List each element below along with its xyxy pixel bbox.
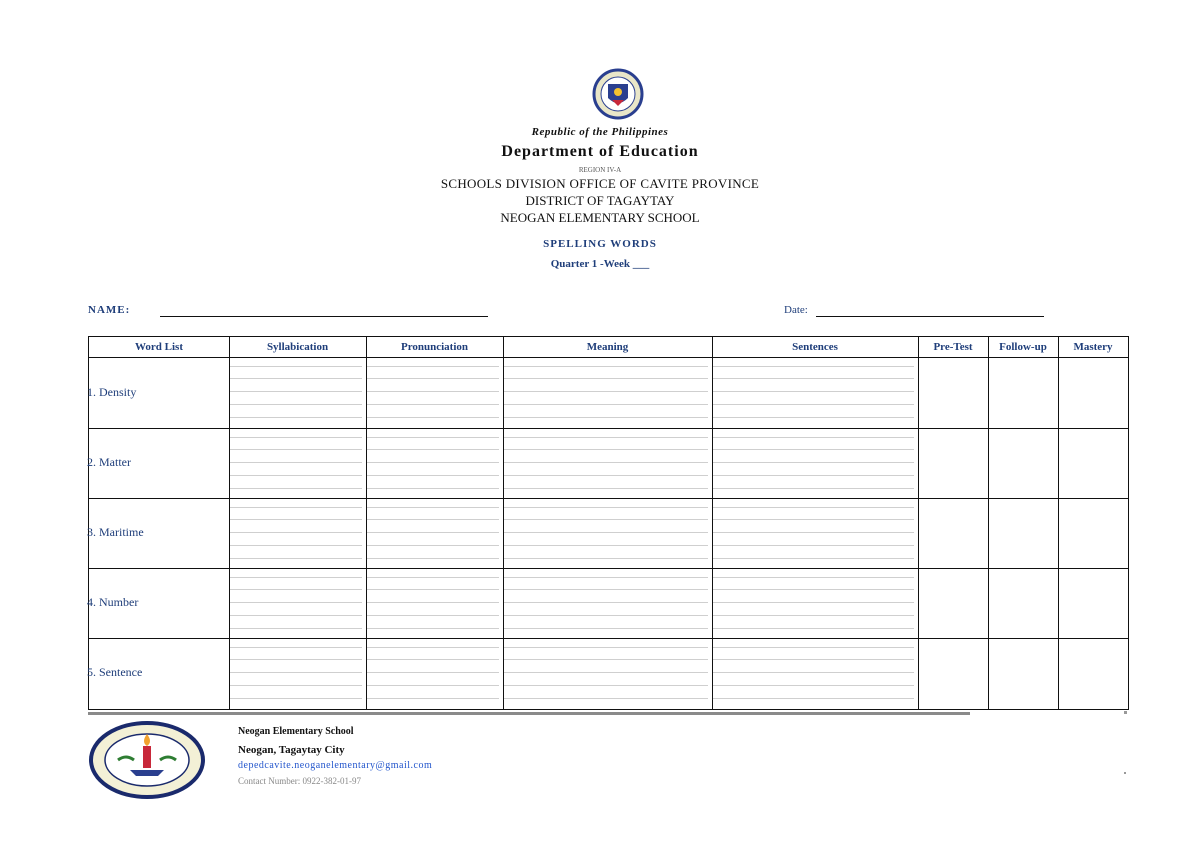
writing-guide-line [504, 628, 708, 629]
word-list-item: 3. Maritime [87, 525, 144, 539]
writing-guide-line [504, 488, 708, 489]
writing-guide-line [504, 366, 708, 367]
writing-guide-line [367, 558, 499, 559]
writing-guide-line [367, 378, 499, 379]
writing-guide-line [713, 628, 914, 629]
writing-guide-line [367, 602, 499, 603]
writing-guide-line [367, 475, 499, 476]
writing-guide-line [713, 404, 914, 405]
writing-guide-line [713, 462, 914, 463]
footer-dot [1124, 772, 1126, 774]
column-divider [988, 337, 989, 709]
writing-guide-line [230, 519, 362, 520]
writing-guide-line [230, 366, 362, 367]
writing-guide-line [713, 698, 914, 699]
writing-guide-line [230, 391, 362, 392]
writing-guide-line [367, 519, 499, 520]
writing-guide-line [504, 647, 708, 648]
writing-guide-line [367, 545, 499, 546]
writing-guide-line [713, 545, 914, 546]
writing-guide-line [367, 577, 499, 578]
writing-guide-line [230, 545, 362, 546]
column-divider [503, 337, 504, 709]
writing-guide-line [713, 488, 914, 489]
word-list-item: 5. Sentence [87, 665, 143, 679]
writing-guide-line [504, 615, 708, 616]
writing-guide-line [367, 698, 499, 699]
writing-guide-line [713, 602, 914, 603]
column-header: Follow-up [999, 341, 1047, 353]
writing-guide-line [713, 647, 914, 648]
writing-guide-line [713, 672, 914, 673]
column-header: Pronunciation [400, 341, 469, 353]
writing-guide-line [504, 462, 708, 463]
writing-guide-line [367, 449, 499, 450]
writing-guide-line [367, 628, 499, 629]
writing-guide-line [367, 589, 499, 590]
writing-guide-line [367, 685, 499, 686]
date-field[interactable] [816, 316, 1044, 317]
writing-guide-line [230, 628, 362, 629]
writing-guide-line [230, 404, 362, 405]
word-list-item: 1. Density [87, 385, 137, 399]
department-heading: Department of Education [501, 143, 699, 160]
writing-guide-line [504, 507, 708, 508]
writing-guide-line [367, 488, 499, 489]
writing-guide-line [230, 488, 362, 489]
row-divider [89, 638, 1128, 639]
writing-guide-line [713, 532, 914, 533]
writing-guide-line [230, 685, 362, 686]
writing-guide-line [713, 391, 914, 392]
writing-guide-line [230, 577, 362, 578]
writing-guide-line [713, 366, 914, 367]
column-header: Meaning [586, 341, 629, 353]
writing-guide-line [230, 449, 362, 450]
writing-guide-line [713, 577, 914, 578]
writing-guide-line [230, 378, 362, 379]
writing-guide-line [504, 558, 708, 559]
division-label: SCHOOLS DIVISION OFFICE OF CAVITE PROVINCE [440, 176, 760, 191]
writing-guide-line [230, 532, 362, 533]
writing-guide-line [713, 475, 914, 476]
writing-guide-line [504, 449, 708, 450]
writing-guide-line [230, 475, 362, 476]
writing-guide-line [504, 404, 708, 405]
district-label: DISTRICT OF TAGAYTAY [525, 193, 675, 208]
word-list-item: 4. Number [87, 595, 139, 609]
writing-guide-line [504, 519, 708, 520]
writing-guide-line [504, 698, 708, 699]
writing-guide-line [367, 647, 499, 648]
republic-heading: Republic of the Philippines [531, 126, 669, 138]
footer-rule [88, 712, 970, 715]
writing-guide-line [504, 577, 708, 578]
writing-guide-line [367, 462, 499, 463]
document-title: SPELLING WORDS [543, 238, 657, 250]
writing-guide-line [504, 532, 708, 533]
writing-guide-line [230, 437, 362, 438]
writing-guide-line [504, 602, 708, 603]
writing-guide-line [367, 507, 499, 508]
writing-guide-line [504, 475, 708, 476]
footer-contact: Contact Number: 0922-382-01-97 [238, 776, 361, 786]
writing-guide-line [367, 672, 499, 673]
column-header: Sentences [792, 341, 838, 353]
writing-guide-line [713, 685, 914, 686]
writing-guide-line [230, 659, 362, 660]
writing-guide-line [713, 449, 914, 450]
footer-school-name: Neogan Elementary School [238, 726, 354, 737]
school-label: NEOGAN ELEMENTARY SCHOOL [500, 210, 700, 225]
date-label: Date: [784, 304, 808, 316]
writing-guide-line [504, 685, 708, 686]
writing-guide-line [713, 507, 914, 508]
school-logo [88, 720, 206, 800]
writing-guide-line [504, 391, 708, 392]
name-label: NAME: [88, 304, 131, 316]
row-divider [89, 498, 1128, 499]
header-divider [89, 357, 1128, 358]
column-header: Word List [135, 341, 183, 353]
writing-guide-line [504, 437, 708, 438]
writing-guide-line [504, 659, 708, 660]
writing-guide-line [713, 519, 914, 520]
writing-guide-line [713, 417, 914, 418]
writing-guide-line [230, 417, 362, 418]
writing-guide-line [230, 672, 362, 673]
quarter-label: Quarter 1 -Week ___ [550, 258, 650, 270]
footer-email-link[interactable]: depedcavite.neoganelementary@gmail.com [238, 760, 433, 771]
region-label: REGION IV-A [578, 166, 622, 174]
writing-guide-line [713, 615, 914, 616]
writing-guide-line [230, 615, 362, 616]
column-divider [229, 337, 230, 709]
writing-guide-line [230, 589, 362, 590]
spelling-table [88, 336, 1129, 710]
writing-guide-line [230, 462, 362, 463]
column-divider [712, 337, 713, 709]
writing-guide-line [367, 417, 499, 418]
row-divider [89, 568, 1128, 569]
column-divider [1058, 337, 1059, 709]
writing-guide-line [367, 437, 499, 438]
writing-guide-line [367, 659, 499, 660]
word-list-item: 2. Matter [87, 455, 131, 469]
writing-guide-line [713, 558, 914, 559]
footer-dot [1124, 711, 1127, 714]
writing-guide-line [504, 672, 708, 673]
writing-guide-line [713, 659, 914, 660]
row-divider [89, 428, 1128, 429]
writing-guide-line [230, 507, 362, 508]
writing-guide-line [367, 615, 499, 616]
writing-guide-line [230, 602, 362, 603]
writing-guide-line [713, 589, 914, 590]
column-header: Syllabication [266, 341, 329, 353]
writing-guide-line [504, 417, 708, 418]
name-field[interactable] [160, 316, 488, 317]
column-header: Mastery [1073, 341, 1113, 353]
writing-guide-line [230, 698, 362, 699]
writing-guide-line [504, 545, 708, 546]
column-header: Pre-Test [933, 341, 973, 353]
writing-guide-line [367, 391, 499, 392]
writing-guide-line [367, 404, 499, 405]
writing-guide-line [504, 589, 708, 590]
writing-guide-line [367, 366, 499, 367]
column-divider [366, 337, 367, 709]
writing-guide-line [713, 437, 914, 438]
footer-address: Neogan, Tagaytay City [238, 744, 345, 756]
column-divider [918, 337, 919, 709]
deped-seal-logo [582, 68, 654, 120]
writing-guide-line [367, 532, 499, 533]
writing-guide-line [230, 558, 362, 559]
writing-guide-line [504, 378, 708, 379]
writing-guide-line [713, 378, 914, 379]
writing-guide-line [230, 647, 362, 648]
